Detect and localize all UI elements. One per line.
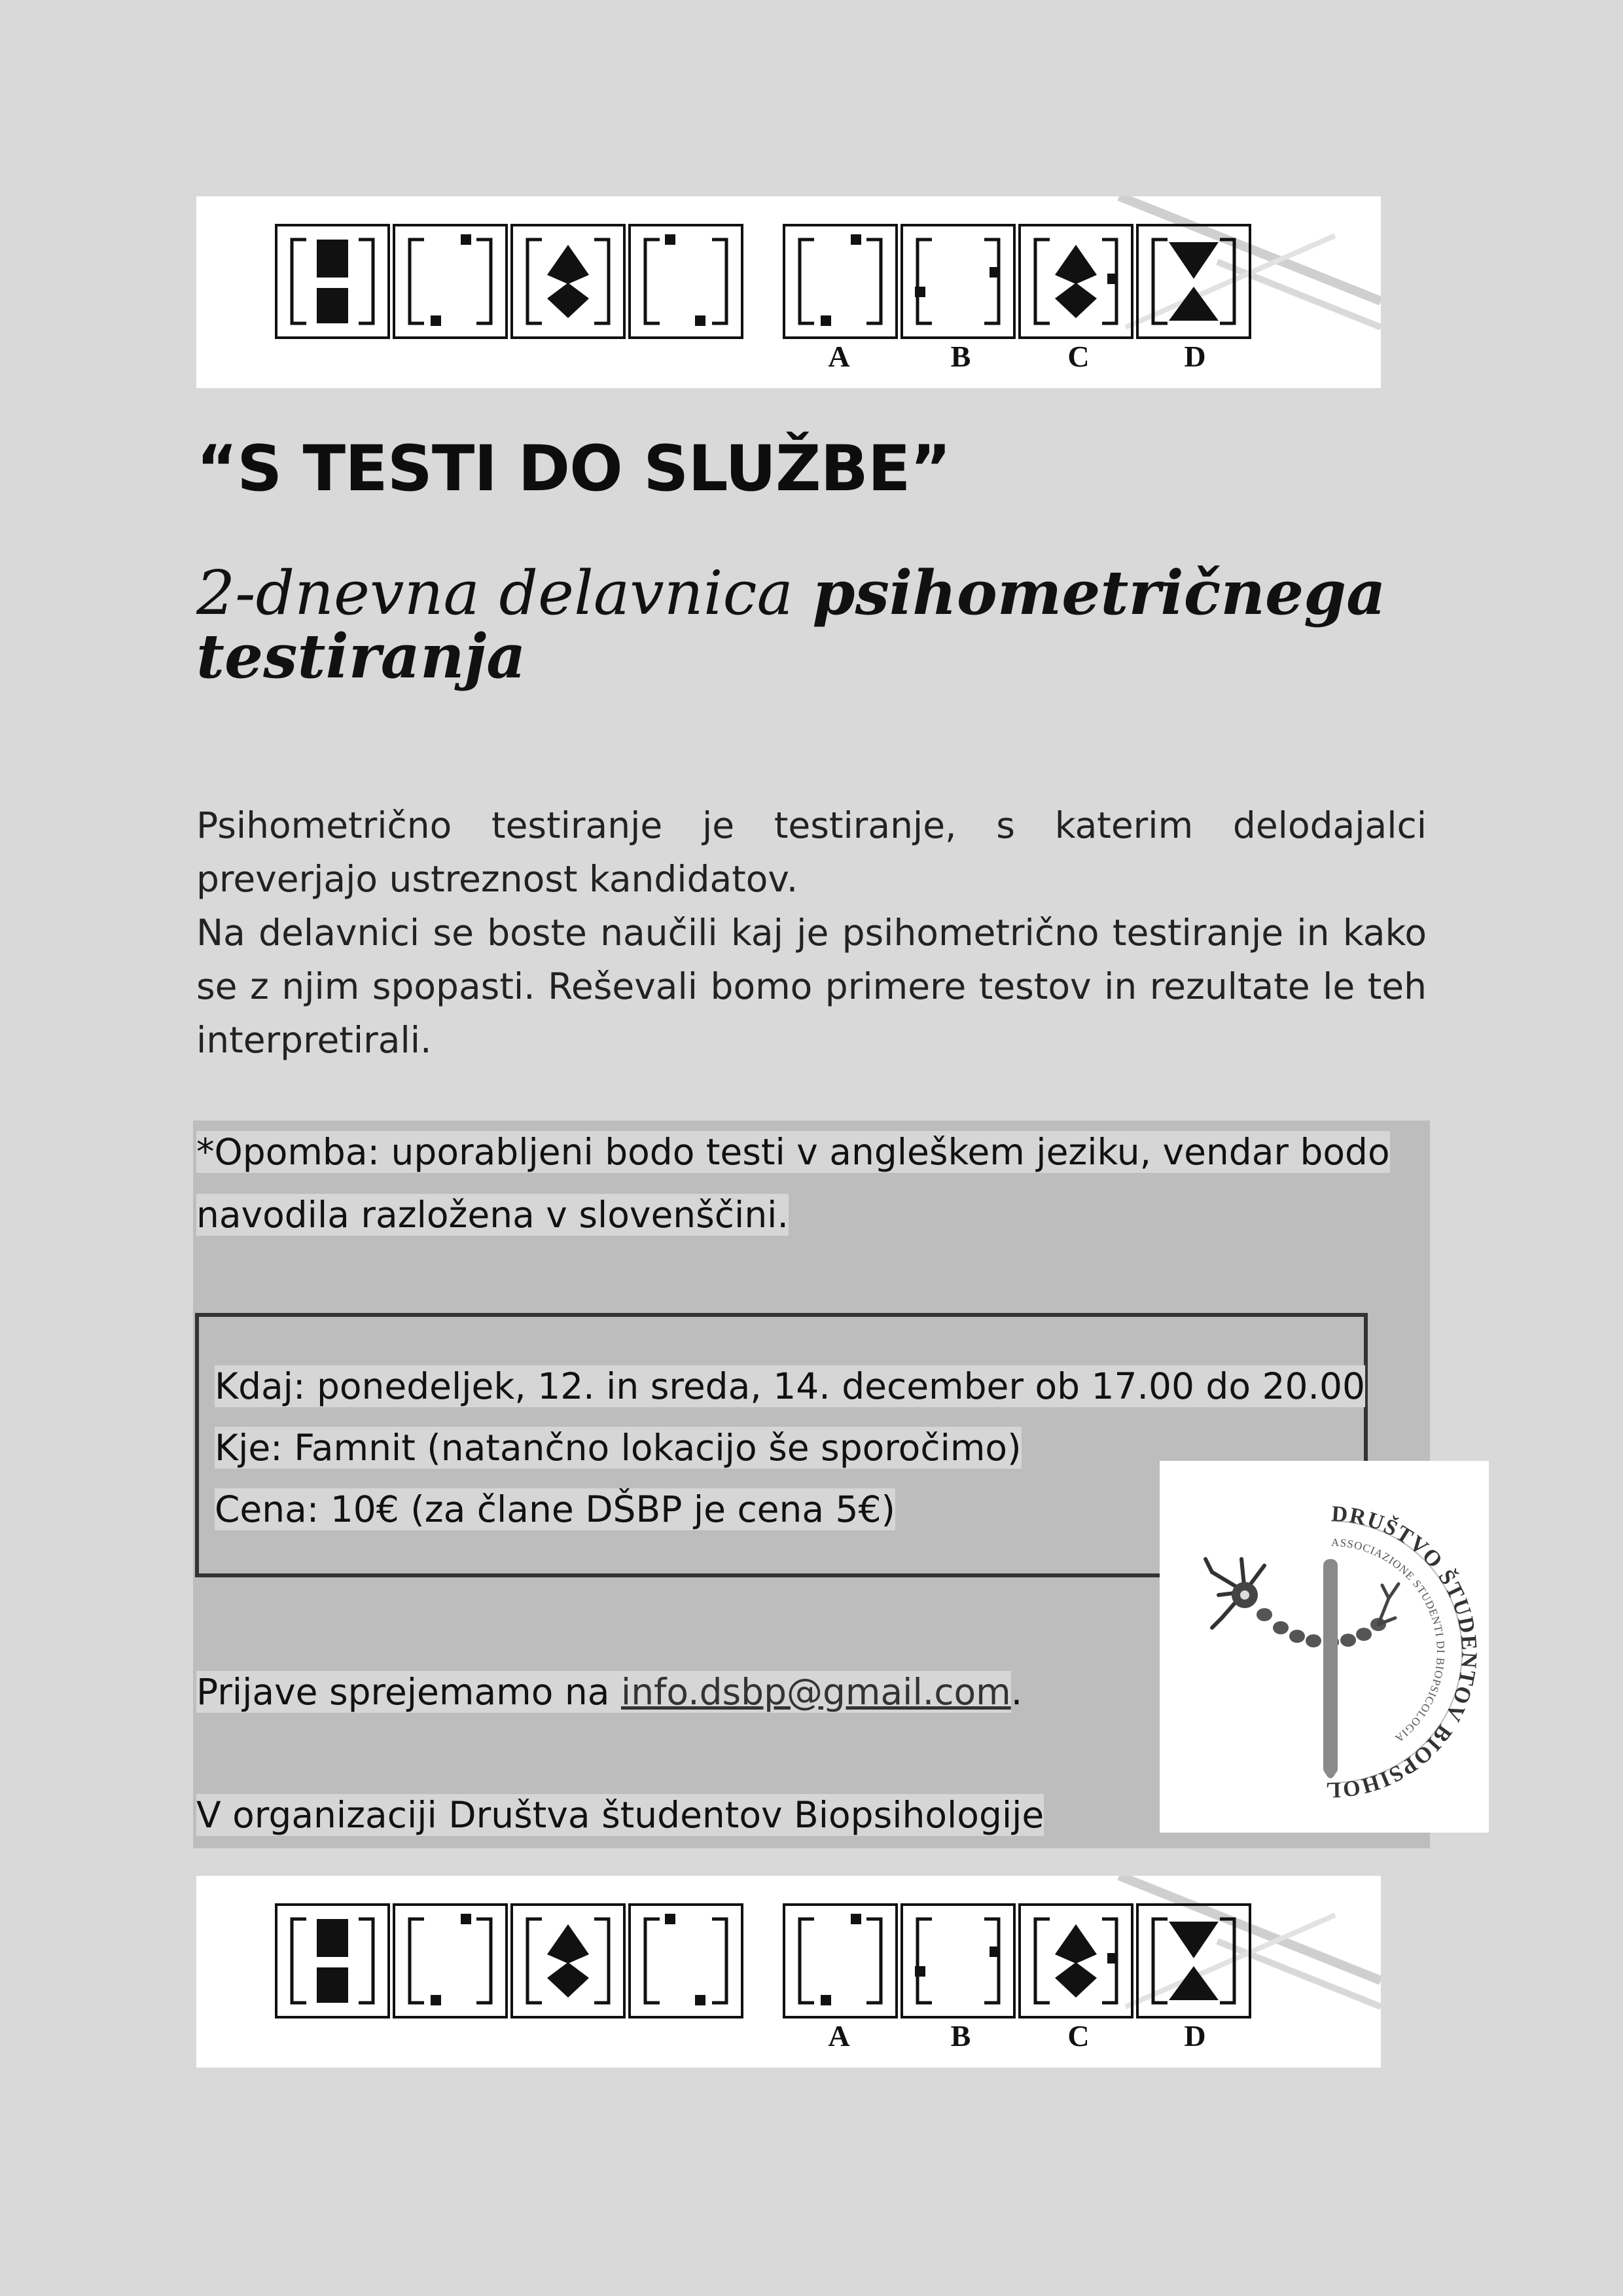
option-letter-c: C — [1067, 340, 1090, 373]
tile-3-tile-bottom — [512, 1905, 624, 2017]
option-c-tile-bottom — [1020, 1905, 1132, 2017]
intro-paragraph-1: Psihometrično testiranje je testiranje, s katerim delodajalci preverjajo ustreznost kandidatov. — [196, 804, 1427, 900]
tile-1-tile — [276, 225, 389, 338]
option-letter-b-bottom: B — [950, 2019, 971, 2053]
option-a-tile — [784, 225, 897, 338]
puzzle-banner-bottom — [196, 1876, 1381, 2068]
detail-price — [215, 1486, 895, 1533]
tile-3-tile — [512, 225, 624, 338]
logo-inner-text: ASSOCIAZIONE STUDENTI DI BIOPSICOLOGIA — [1330, 1535, 1448, 1746]
option-letter-a-bottom: A — [828, 2019, 850, 2053]
organizer-line — [196, 1789, 1044, 1840]
note-text — [196, 1121, 1394, 1246]
registration-line — [196, 1666, 1022, 1717]
tile-4-tile-bottom — [630, 1905, 742, 2017]
registration-suffix: . — [1010, 1671, 1023, 1713]
option-a-tile-bottom — [784, 1905, 897, 2017]
option-letter-d-bottom: D — [1184, 2019, 1206, 2053]
tile-1-tile-bottom — [276, 1905, 389, 2017]
tile-2-tile-bottom — [394, 1905, 507, 2017]
neuron-psi-logo-icon — [1160, 1461, 1489, 1833]
option-letter-b: B — [950, 340, 971, 373]
intro-paragraph-2: Na delavnici se boste naučili kaj je psihometrično testiranje in kako se z njim spopasti. Reševali bomo primere testov in rezultate le teh interpretirali. — [196, 912, 1427, 1061]
option-d-tile-bottom — [1137, 1905, 1250, 2017]
tile-4-tile — [630, 225, 742, 338]
intro-text — [196, 798, 1427, 1067]
tile-2-tile — [394, 225, 507, 338]
subtitle-regular: 2-dnevna delavnica — [196, 558, 813, 628]
detail-price-text: Cena: 10€ (za člane DŠBP je cena 5€) — [215, 1488, 896, 1530]
page-title: “S TESTI DO SLUŽBE” — [196, 432, 951, 505]
option-letter-c-bottom: C — [1067, 2019, 1090, 2053]
organizer-text: V organizaciji Društva študentov Biopsihologije — [196, 1794, 1044, 1836]
option-letter-d: D — [1184, 340, 1206, 373]
registration-email-link[interactable]: info.dsbp@gmail.com — [620, 1671, 1011, 1713]
option-b-tile — [902, 225, 1014, 338]
subtitle — [196, 557, 1440, 692]
detail-when-text: Kdaj: ponedeljek, 12. in sreda, 14. december ob 17.00 do 20.00 — [215, 1365, 1365, 1407]
registration-prefix: Prijave sprejemamo na — [196, 1671, 621, 1713]
option-letter-a: A — [828, 340, 850, 373]
detail-where — [215, 1424, 1022, 1471]
note-highlight: *Opomba: uporabljeni bodo testi v angleškem jeziku, vendar bodo navodila razložena v slovenščini. — [196, 1131, 1390, 1236]
detail-where-text: Kje: Famnit (natančno lokacijo še sporočimo) — [215, 1427, 1022, 1469]
society-logo — [1160, 1461, 1489, 1833]
option-d-tile — [1137, 225, 1250, 338]
option-b-tile-bottom — [902, 1905, 1014, 2017]
detail-when — [215, 1363, 1365, 1410]
logo-outer-text: DRUŠTVO ŠTUDENTOV BIOPSIHOL — [1324, 1501, 1482, 1803]
subtitle-bold: psihometričnega testiranja — [196, 557, 1386, 692]
puzzle-banner-top — [196, 196, 1381, 388]
option-c-tile — [1020, 225, 1132, 338]
